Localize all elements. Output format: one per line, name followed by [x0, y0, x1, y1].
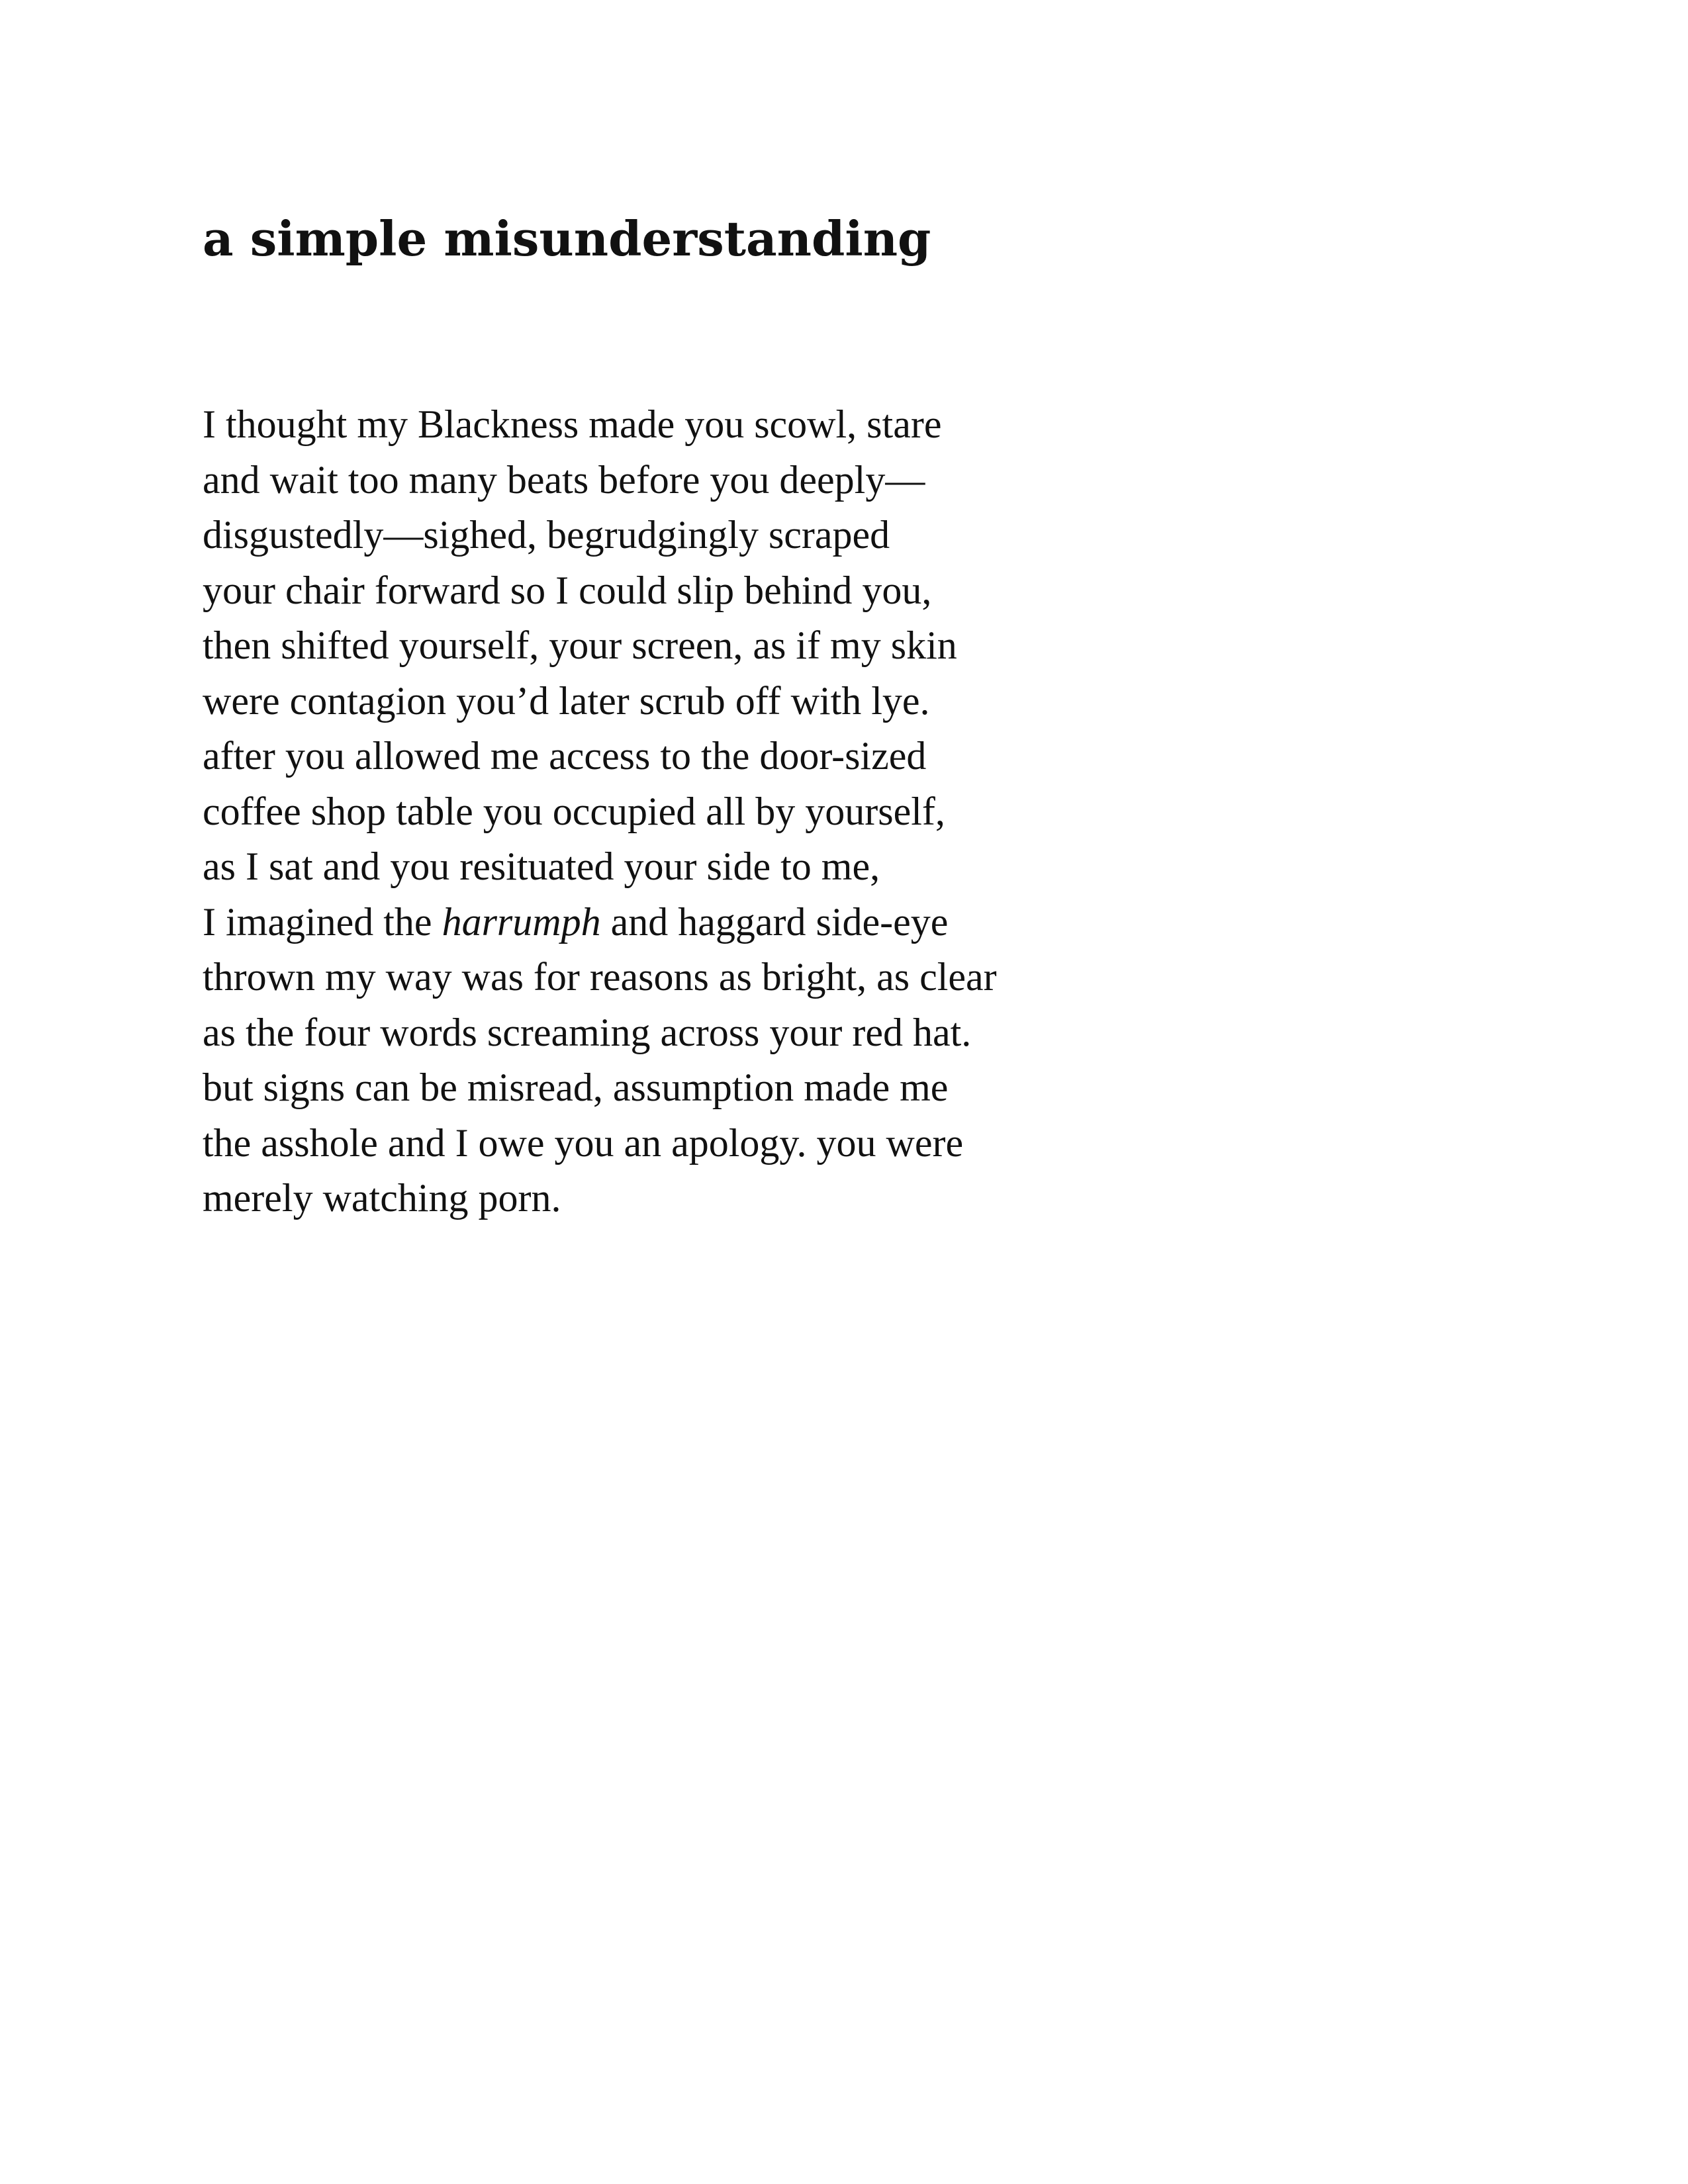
poem-line: I thought my Blackness made you scowl, stare: [203, 402, 942, 446]
poem-line: then shifted yourself, your screen, as if my skin: [203, 623, 957, 667]
poem-line: thrown my way was for reasons as bright, as clear: [203, 955, 997, 999]
poem-line: disgustedly—sighed, begrudgingly scraped: [203, 513, 890, 557]
poem-line-with-italic: [203, 895, 1328, 950]
italic-word: harrumph: [442, 899, 601, 944]
line-text-after: and haggard side-eye: [600, 899, 949, 944]
poem-line: the asshole and I owe you an apology. you were: [203, 1120, 964, 1165]
poem-line: coffee shop table you occupied all by yourself,: [203, 789, 945, 833]
poem-line: as the four words screaming across your red hat.: [203, 1010, 972, 1054]
poem-line: were contagion you’d later scrub off with lye.: [203, 678, 930, 723]
poem-body: [203, 397, 1328, 1226]
poem-title: a simple misunderstanding: [203, 210, 931, 267]
poem-line: as I sat and you resituated your side to me,: [203, 844, 880, 888]
poem-line: after you allowed me access to the door-sized: [203, 734, 927, 778]
poem-line: merely watching porn.: [203, 1176, 561, 1220]
poem-line: your chair forward so I could slip behind you,: [203, 568, 932, 612]
poem-line: but signs can be misread, assumption made me: [203, 1066, 949, 1109]
poem-line: and wait too many beats before you deeply—: [203, 457, 925, 502]
line-text-before: I imagined the: [203, 899, 442, 944]
